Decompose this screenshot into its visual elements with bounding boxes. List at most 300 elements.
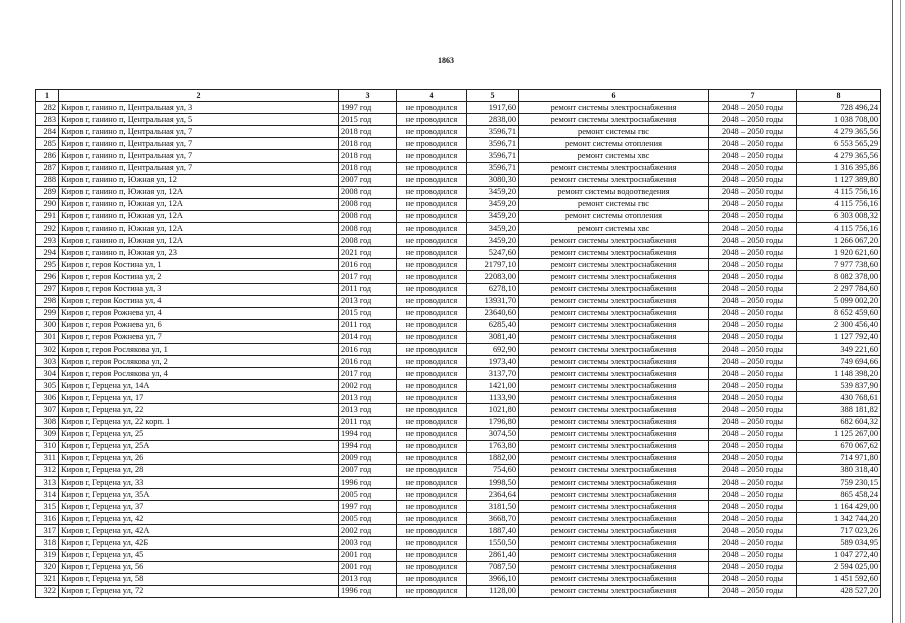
last-repair-cell: не проводился [397,186,467,198]
work-type-cell: ремонт системы электроснабжения [519,489,709,501]
cost-cell: 5 099 002,20 [797,295,881,307]
header-col-1: 1 [36,90,59,102]
period-cell: 2048 – 2050 годы [709,440,797,452]
period-cell: 2048 – 2050 годы [709,138,797,150]
cost-cell: 717 023,26 [797,525,881,537]
row-number-cell: 301 [36,331,59,343]
build-year-cell: 2018 год [339,138,397,150]
area-cell: 1917,60 [467,102,519,114]
address-cell: Киров г, Герцена ул, 25А [59,440,339,452]
table-row [36,102,881,114]
address-cell: Киров г, Герцена ул, 17 [59,392,339,404]
row-number-cell: 322 [36,585,59,597]
area-cell: 692,90 [467,343,519,355]
address-cell: Киров г, ганино п, Центральная ул, 7 [59,162,339,174]
address-cell: Киров г, героя Костина ул, 4 [59,295,339,307]
table-row [36,295,881,307]
period-cell: 2048 – 2050 годы [709,102,797,114]
work-type-cell: ремонт системы электроснабжения [519,247,709,259]
table-row [36,368,881,380]
work-type-cell: ремонт системы электроснабжения [519,174,709,186]
last-repair-cell: не проводился [397,331,467,343]
build-year-cell: 1994 год [339,440,397,452]
area-cell: 21797,10 [467,259,519,271]
table-row [36,283,881,295]
row-number-cell: 298 [36,295,59,307]
address-cell: Киров г, Герцена ул, 22 корп. 1 [59,416,339,428]
build-year-cell: 2014 год [339,331,397,343]
last-repair-cell: не проводился [397,440,467,452]
period-cell: 2048 – 2050 годы [709,331,797,343]
row-number-cell: 314 [36,489,59,501]
period-cell: 2048 – 2050 годы [709,307,797,319]
area-cell: 1973,40 [467,356,519,368]
last-repair-cell: не проводился [397,368,467,380]
last-repair-cell: не проводился [397,416,467,428]
address-cell: Киров г, Герцена ул, 42А [59,525,339,537]
row-number-cell: 320 [36,561,59,573]
row-number-cell: 317 [36,525,59,537]
cost-cell: 2 594 025,00 [797,561,881,573]
last-repair-cell: не проводился [397,235,467,247]
work-type-cell: ремонт системы электроснабжения [519,319,709,331]
work-type-cell: ремонт системы электроснабжения [519,343,709,355]
work-type-cell: ремонт системы электроснабжения [519,368,709,380]
period-cell: 2048 – 2050 годы [709,561,797,573]
area-cell: 3596,71 [467,162,519,174]
area-cell: 1882,00 [467,452,519,464]
cost-cell: 7 977 738,60 [797,259,881,271]
area-cell: 3459,20 [467,210,519,222]
address-cell: Киров г, ганино п, Центральная ул, 7 [59,138,339,150]
address-cell: Киров г, ганино п, Центральная ул, 7 [59,150,339,162]
address-cell: Киров г, Герцена ул, 72 [59,585,339,597]
address-cell: Киров г, Герцена ул, 26 [59,452,339,464]
work-type-cell: ремонт системы электроснабжения [519,525,709,537]
row-number-cell: 303 [36,356,59,368]
build-year-cell: 2002 год [339,525,397,537]
build-year-cell: 1994 год [339,428,397,440]
address-cell: Киров г, ганино п, Южная ул, 12А [59,235,339,247]
period-cell: 2048 – 2050 годы [709,247,797,259]
area-cell: 3459,20 [467,235,519,247]
cost-cell: 682 604,32 [797,416,881,428]
work-type-cell: ремонт системы отопления [519,210,709,222]
table-row [36,585,881,597]
scan-edge-line [892,0,893,623]
area-cell: 1796,80 [467,416,519,428]
area-cell: 3966,10 [467,573,519,585]
area-cell: 1998,50 [467,477,519,489]
build-year-cell: 2021 год [339,247,397,259]
row-number-cell: 288 [36,174,59,186]
area-cell: 22083,00 [467,271,519,283]
build-year-cell: 1996 год [339,585,397,597]
period-cell: 2048 – 2050 годы [709,537,797,549]
period-cell: 2048 – 2050 годы [709,501,797,513]
area-cell: 6278,10 [467,283,519,295]
build-year-cell: 2001 год [339,561,397,573]
last-repair-cell: не проводился [397,126,467,138]
header-col-4: 4 [397,90,467,102]
period-cell: 2048 – 2050 годы [709,428,797,440]
area-cell: 3459,20 [467,223,519,235]
period-cell: 2048 – 2050 годы [709,210,797,222]
work-type-cell: ремонт системы отопления [519,138,709,150]
period-cell: 2048 – 2050 годы [709,525,797,537]
row-number-cell: 304 [36,368,59,380]
address-cell: Киров г, ганино п, Центральная ул, 3 [59,102,339,114]
work-type-cell: ремонт системы электроснабжения [519,331,709,343]
address-cell: Киров г, Герцена ул, 58 [59,573,339,585]
header-col-7: 7 [709,90,797,102]
build-year-cell: 2005 год [339,513,397,525]
work-type-cell: ремонт системы гвс [519,126,709,138]
table-row [36,210,881,222]
work-type-cell: ремонт системы электроснабжения [519,501,709,513]
build-year-cell: 2008 год [339,186,397,198]
build-year-cell: 2011 год [339,283,397,295]
cost-cell: 4 279 365,56 [797,126,881,138]
period-cell: 2048 – 2050 годы [709,271,797,283]
last-repair-cell: не проводился [397,102,467,114]
build-year-cell: 2008 год [339,198,397,210]
last-repair-cell: не проводился [397,198,467,210]
address-cell: Киров г, героя Костина ул, 2 [59,271,339,283]
table-row [36,501,881,513]
table-row [36,114,881,126]
period-cell: 2048 – 2050 годы [709,150,797,162]
cost-cell: 865 458,24 [797,489,881,501]
table-row [36,259,881,271]
row-number-cell: 318 [36,537,59,549]
table-row [36,513,881,525]
work-type-cell: ремонт системы электроснабжения [519,513,709,525]
cost-cell: 1 164 429,00 [797,501,881,513]
table-row [36,549,881,561]
cost-cell: 1 038 708,00 [797,114,881,126]
work-type-cell: ремонт системы электроснабжения [519,428,709,440]
build-year-cell: 2017 год [339,271,397,283]
last-repair-cell: не проводился [397,343,467,355]
header-row [36,90,881,102]
build-year-cell: 2018 год [339,162,397,174]
table-row [36,561,881,573]
table-row [36,464,881,476]
cost-cell: 1 342 744,20 [797,513,881,525]
table-row [36,416,881,428]
last-repair-cell: не проводился [397,404,467,416]
row-number-cell: 315 [36,501,59,513]
area-cell: 3596,71 [467,138,519,150]
cost-cell: 1 920 621,60 [797,247,881,259]
address-cell: Киров г, героя Костина ул, 3 [59,283,339,295]
row-number-cell: 290 [36,198,59,210]
period-cell: 2048 – 2050 годы [709,404,797,416]
build-year-cell: 2013 год [339,404,397,416]
last-repair-cell: не проводился [397,223,467,235]
build-year-cell: 1997 год [339,102,397,114]
area-cell: 3459,20 [467,198,519,210]
period-cell: 2048 – 2050 годы [709,295,797,307]
period-cell: 2048 – 2050 годы [709,283,797,295]
scan-edge-line-outer [900,0,901,623]
table-row [36,271,881,283]
cost-cell: 1 148 398,20 [797,368,881,380]
area-cell: 1021,80 [467,404,519,416]
period-cell: 2048 – 2050 годы [709,489,797,501]
header-col-8: 8 [797,90,881,102]
address-cell: Киров г, Герцена ул, 25 [59,428,339,440]
row-number-cell: 305 [36,380,59,392]
work-type-cell: ремонт системы электроснабжения [519,573,709,585]
period-cell: 2048 – 2050 годы [709,114,797,126]
build-year-cell: 2003 год [339,537,397,549]
build-year-cell: 1996 год [339,477,397,489]
cost-cell: 759 230,15 [797,477,881,489]
last-repair-cell: не проводился [397,513,467,525]
address-cell: Киров г, Герцена ул, 33 [59,477,339,489]
row-number-cell: 296 [36,271,59,283]
work-type-cell: ремонт системы электроснабжения [519,549,709,561]
last-repair-cell: не проводился [397,356,467,368]
work-type-cell: ремонт системы водоотведения [519,186,709,198]
last-repair-cell: не проводился [397,477,467,489]
work-type-cell: ремонт системы электроснабжения [519,271,709,283]
address-cell: Киров г, Герцена ул, 28 [59,464,339,476]
area-cell: 2364,64 [467,489,519,501]
build-year-cell: 2011 год [339,416,397,428]
period-cell: 2048 – 2050 годы [709,259,797,271]
table-row [36,162,881,174]
work-type-cell: ремонт системы электроснабжения [519,307,709,319]
address-cell: Киров г, Герцена ул, 22 [59,404,339,416]
cost-cell: 728 496,24 [797,102,881,114]
work-type-cell: ремонт системы электроснабжения [519,477,709,489]
header-col-3: 3 [339,90,397,102]
period-cell: 2048 – 2050 годы [709,162,797,174]
address-cell: Киров г, героя Рослякова ул, 2 [59,356,339,368]
work-type-cell: ремонт системы электроснабжения [519,392,709,404]
period-cell: 2048 – 2050 годы [709,573,797,585]
build-year-cell: 2008 год [339,223,397,235]
last-repair-cell: не проводился [397,525,467,537]
address-cell: Киров г, ганино п, Центральная ул, 7 [59,126,339,138]
table-row [36,440,881,452]
build-year-cell: 2016 год [339,259,397,271]
address-cell: Киров г, Герцена ул, 37 [59,501,339,513]
work-type-cell: ремонт системы электроснабжения [519,259,709,271]
last-repair-cell: не проводился [397,573,467,585]
work-type-cell: ремонт системы электроснабжения [519,585,709,597]
row-number-cell: 310 [36,440,59,452]
cost-cell: 388 181,82 [797,404,881,416]
build-year-cell: 2013 год [339,392,397,404]
header-col-2: 2 [59,90,339,102]
cost-cell: 4 115 756,16 [797,198,881,210]
last-repair-cell: не проводился [397,295,467,307]
period-cell: 2048 – 2050 годы [709,235,797,247]
table-row [36,126,881,138]
period-cell: 2048 – 2050 годы [709,368,797,380]
last-repair-cell: не проводился [397,271,467,283]
row-number-cell: 287 [36,162,59,174]
area-cell: 23640,60 [467,307,519,319]
build-year-cell: 2005 год [339,489,397,501]
row-number-cell: 292 [36,223,59,235]
table-row [36,186,881,198]
period-cell: 2048 – 2050 годы [709,198,797,210]
work-type-cell: ремонт системы электроснабжения [519,235,709,247]
area-cell: 3181,50 [467,501,519,513]
address-cell: Киров г, ганино п, Южная ул, 23 [59,247,339,259]
cost-cell: 2 297 784,60 [797,283,881,295]
repair-registry-table [35,89,881,598]
period-cell: 2048 – 2050 годы [709,223,797,235]
area-cell: 1421,00 [467,380,519,392]
cost-cell: 1 125 267,00 [797,428,881,440]
build-year-cell: 2018 год [339,150,397,162]
address-cell: Киров г, героя Рожнева ул, 4 [59,307,339,319]
last-repair-cell: не проводился [397,138,467,150]
table-row [36,307,881,319]
address-cell: Киров г, Герцена ул, 42 [59,513,339,525]
work-type-cell: ремонт системы электроснабжения [519,416,709,428]
row-number-cell: 311 [36,452,59,464]
area-cell: 754,60 [467,464,519,476]
row-number-cell: 295 [36,259,59,271]
area-cell: 1763,80 [467,440,519,452]
work-type-cell: ремонт системы электроснабжения [519,295,709,307]
row-number-cell: 316 [36,513,59,525]
period-cell: 2048 – 2050 годы [709,549,797,561]
row-number-cell: 283 [36,114,59,126]
address-cell: Киров г, Герцена ул, 45 [59,549,339,561]
cost-cell: 4 115 756,16 [797,186,881,198]
last-repair-cell: не проводился [397,452,467,464]
period-cell: 2048 – 2050 годы [709,452,797,464]
cost-cell: 749 694,66 [797,356,881,368]
work-type-cell: ремонт системы электроснабжения [519,380,709,392]
work-type-cell: ремонт системы электроснабжения [519,537,709,549]
area-cell: 1887,40 [467,525,519,537]
area-cell: 3081,40 [467,331,519,343]
last-repair-cell: не проводился [397,210,467,222]
work-type-cell: ремонт системы электроснабжения [519,102,709,114]
last-repair-cell: не проводился [397,561,467,573]
last-repair-cell: не проводился [397,380,467,392]
cost-cell: 1 266 067,20 [797,235,881,247]
area-cell: 3668,70 [467,513,519,525]
cost-cell: 380 318,40 [797,464,881,476]
area-cell: 3074,50 [467,428,519,440]
period-cell: 2048 – 2050 годы [709,416,797,428]
table-row [36,319,881,331]
last-repair-cell: не проводился [397,489,467,501]
period-cell: 2048 – 2050 годы [709,464,797,476]
last-repair-cell: не проводился [397,501,467,513]
row-number-cell: 321 [36,573,59,585]
work-type-cell: ремонт системы электроснабжения [519,561,709,573]
cost-cell: 1 451 592,60 [797,573,881,585]
table-row [36,138,881,150]
row-number-cell: 293 [36,235,59,247]
cost-cell: 1 127 389,80 [797,174,881,186]
table-row [36,380,881,392]
table-row [36,573,881,585]
work-type-cell: ремонт системы электроснабжения [519,283,709,295]
area-cell: 2838,00 [467,114,519,126]
table-row [36,428,881,440]
cost-cell: 539 837,90 [797,380,881,392]
build-year-cell: 2008 год [339,235,397,247]
build-year-cell: 2002 год [339,380,397,392]
area-cell: 1133,90 [467,392,519,404]
address-cell: Киров г, ганино п, Южная ул, 12А [59,210,339,222]
table-row [36,331,881,343]
table-row [36,356,881,368]
last-repair-cell: не проводился [397,114,467,126]
row-number-cell: 313 [36,477,59,489]
area-cell: 1550,50 [467,537,519,549]
build-year-cell: 2013 год [339,295,397,307]
build-year-cell: 2011 год [339,319,397,331]
address-cell: Киров г, ганино п, Южная ул, 12А [59,223,339,235]
area-cell: 3459,20 [467,186,519,198]
cost-cell: 4 115 756,16 [797,223,881,235]
row-number-cell: 294 [36,247,59,259]
table-row [36,392,881,404]
cost-cell: 8 652 459,60 [797,307,881,319]
row-number-cell: 297 [36,283,59,295]
work-type-cell: ремонт системы электроснабжения [519,114,709,126]
cost-cell: 714 971,80 [797,452,881,464]
table-row [36,247,881,259]
cost-cell: 1 127 792,40 [797,331,881,343]
area-cell: 3080,30 [467,174,519,186]
table-row [36,537,881,549]
address-cell: Киров г, героя Рослякова ул, 1 [59,343,339,355]
work-type-cell: ремонт системы хвс [519,223,709,235]
build-year-cell: 2018 год [339,126,397,138]
last-repair-cell: не проводился [397,428,467,440]
work-type-cell: ремонт системы гвс [519,198,709,210]
cost-cell: 589 034,95 [797,537,881,549]
cost-cell: 2 300 456,40 [797,319,881,331]
last-repair-cell: не проводился [397,174,467,186]
period-cell: 2048 – 2050 годы [709,392,797,404]
period-cell: 2048 – 2050 годы [709,186,797,198]
address-cell: Киров г, ганино п, Центральная ул, 5 [59,114,339,126]
table-row [36,150,881,162]
last-repair-cell: не проводился [397,392,467,404]
table-body [36,102,881,598]
address-cell: Киров г, героя Рослякова ул, 4 [59,368,339,380]
period-cell: 2048 – 2050 годы [709,343,797,355]
address-cell: Киров г, ганино п, Южная ул, 12А [59,198,339,210]
work-type-cell: ремонт системы хвс [519,150,709,162]
row-number-cell: 289 [36,186,59,198]
last-repair-cell: не проводился [397,162,467,174]
address-cell: Киров г, героя Рожнева ул, 6 [59,319,339,331]
last-repair-cell: не проводился [397,319,467,331]
build-year-cell: 2016 год [339,343,397,355]
area-cell: 3596,71 [467,150,519,162]
table-row [36,525,881,537]
row-number-cell: 285 [36,138,59,150]
row-number-cell: 300 [36,319,59,331]
last-repair-cell: не проводился [397,537,467,549]
